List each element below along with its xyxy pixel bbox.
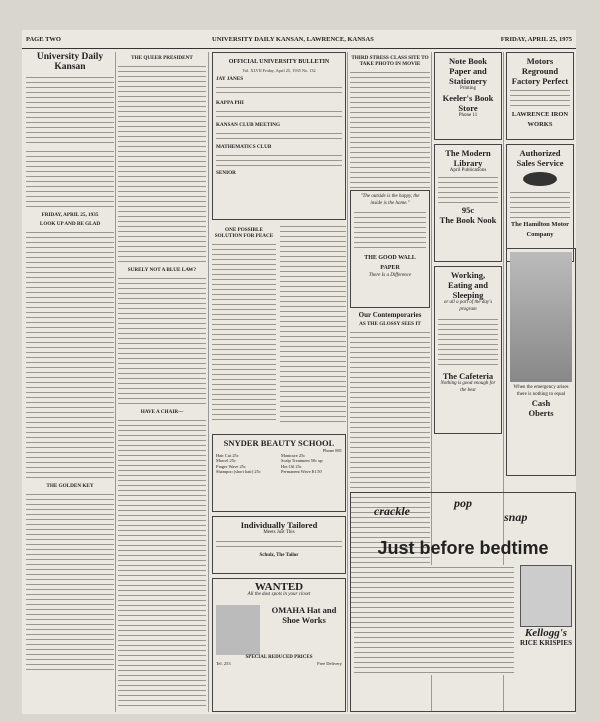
news-heading-1: THIRD STRESS CLASS SITE TO TAKE PHOTO IN MOVIE bbox=[351, 55, 429, 67]
schulz-sub: Meets Just This bbox=[263, 530, 295, 535]
library-name: The Book Nook bbox=[439, 214, 497, 225]
bulletin-item: MATHEMATICS CLUB bbox=[216, 144, 272, 151]
notebook-sub: Printing bbox=[459, 86, 477, 91]
wanted-delivery: Free Delivery bbox=[317, 661, 342, 666]
news-heading-3: AS THE GLOSSY SEES IT bbox=[359, 321, 421, 327]
newspaper-page bbox=[22, 30, 576, 714]
crackle-text: crackle bbox=[374, 504, 410, 518]
editorial-heading-4: SURELY NOT A BLUE LAW? bbox=[127, 267, 197, 273]
bulletin-issue: Vol. XLVII Friday, April 25, 1935 No. 132 bbox=[242, 68, 316, 73]
bulletin-item: KANSAN CLUB MEETING bbox=[216, 122, 280, 129]
notebook-ad bbox=[434, 52, 502, 140]
bulletin-item: KAPPA PHI bbox=[216, 100, 244, 107]
editorial-heading-5: HAVE A CHAIR— bbox=[140, 409, 184, 415]
ford-name: The Hamilton Motor Company bbox=[510, 221, 570, 238]
wallpaper-name: THE GOOD WALL PAPER bbox=[364, 255, 416, 271]
ford-title: Authorized Sales Service bbox=[516, 148, 564, 168]
price-item: Marcel 25c bbox=[216, 458, 236, 464]
wanted-sub: All the dust spots in your closet bbox=[247, 592, 311, 597]
tower-caption: When the emergency arises there is nothing to equal bbox=[513, 385, 569, 397]
library-sub: April Publications bbox=[449, 168, 487, 173]
masthead: University Daily Kansan bbox=[36, 52, 104, 72]
column-6 bbox=[506, 52, 574, 266]
column-3 bbox=[212, 52, 346, 714]
tower-cash: Cash bbox=[531, 398, 551, 408]
wanted-ad bbox=[212, 578, 346, 712]
ford-logo-icon bbox=[523, 172, 557, 186]
column-5 bbox=[434, 52, 502, 438]
library-price: 95c bbox=[461, 204, 475, 215]
working-sub: or all a part of the day's program bbox=[443, 300, 493, 312]
wallpaper-ad bbox=[350, 190, 430, 308]
library-title: The Modern Library bbox=[445, 148, 491, 168]
pop-text: pop bbox=[454, 496, 472, 510]
schulz-title: Individually Tailored bbox=[240, 520, 318, 530]
editorial-heading-1: LOOK UP AND BE GLAD bbox=[39, 221, 101, 227]
notebook-phone: Phone 11 bbox=[458, 112, 478, 118]
price-item: Finger Wave 25c bbox=[216, 463, 246, 469]
bulletin-title: OFFICIAL UNIVERSITY BULLETIN bbox=[228, 59, 330, 65]
price-item: Hair Cut 25c bbox=[216, 453, 239, 458]
price-item: Shampoo (short hair) 25c bbox=[216, 469, 261, 475]
cereal-box-icon bbox=[520, 565, 572, 627]
kelloggs-product: RICE KRISPIES bbox=[520, 639, 572, 647]
editorial-heading-6: ONE POSSIBLE SOLUTION FOR PEACE bbox=[214, 227, 274, 239]
price-item: Permanent Wave $1.50 bbox=[281, 469, 322, 475]
shoe-illustration bbox=[216, 605, 260, 655]
motors-name: LAWRENCE IRON WORKS bbox=[511, 111, 569, 128]
motors-ad bbox=[506, 52, 574, 140]
price-item: Hot Oil 25c bbox=[281, 463, 302, 469]
library-ad bbox=[434, 144, 502, 262]
wallpaper-tag: There Is a Difference bbox=[368, 273, 412, 278]
wanted-special: SPECIAL REDUCED PRICES bbox=[245, 654, 313, 660]
kelloggs-brand: Kellogg's bbox=[524, 627, 568, 639]
official-bulletin bbox=[212, 52, 346, 220]
snyder-title: SNYDER BEAUTY SCHOOL bbox=[223, 438, 335, 448]
price-item: Scalp Treatment 50c up bbox=[281, 458, 323, 464]
working-name: The Cafeteria bbox=[442, 371, 494, 381]
page-date: FRIDAY, APRIL 25, 1975 bbox=[500, 36, 572, 43]
column-1 bbox=[26, 52, 114, 672]
wanted-title: WANTED bbox=[254, 581, 304, 593]
notebook-name: Keeler's Book Store bbox=[442, 92, 494, 113]
column-2 bbox=[118, 52, 206, 708]
price-item: Manicure 25c bbox=[281, 453, 306, 458]
bulletin-item: JAY JANES bbox=[216, 76, 244, 83]
tower-illustration bbox=[510, 252, 572, 382]
snyder-ad bbox=[212, 434, 346, 512]
tower-name: Oberts bbox=[528, 408, 554, 418]
schulz-name: Schulz, The Tailor bbox=[259, 552, 299, 558]
wallpaper-quote: "The outside is the happy, the inside is the home." bbox=[360, 194, 420, 206]
snap-text: snap bbox=[504, 510, 528, 524]
working-ad bbox=[434, 266, 502, 434]
paper-title: UNIVERSITY DAILY KANSAN, LAWRENCE, KANSAS bbox=[212, 36, 374, 43]
notebook-title: Note Book Paper and Stationery bbox=[448, 56, 487, 86]
page-header bbox=[22, 30, 576, 49]
working-tag: Nothing is good enough for the best bbox=[440, 381, 496, 393]
schulz-ad bbox=[212, 516, 346, 574]
masthead-date: FRIDAY, APRIL 25, 1935 bbox=[41, 212, 99, 218]
working-title: Working, Eating and Sleeping bbox=[448, 270, 488, 300]
tower-ad bbox=[506, 248, 576, 476]
page-number: PAGE TWO bbox=[26, 36, 61, 43]
editorial-heading-2: THE GOLDEN KEY bbox=[46, 483, 94, 489]
motors-title: Motors Reground Factory Perfect bbox=[511, 56, 569, 86]
editorial-heading-3: THE QUEER PRESIDENT bbox=[131, 55, 193, 61]
wanted-firm: OMAHA Hat and Shoe Works bbox=[271, 604, 337, 625]
bulletin-item: SENIOR bbox=[216, 170, 236, 177]
kelloggs-headline: Just before bedtime bbox=[377, 538, 549, 558]
wanted-tel: Tel. 253 bbox=[216, 661, 231, 666]
ford-ad bbox=[506, 144, 574, 262]
snyder-phone: Phone 881 bbox=[322, 448, 342, 453]
kelloggs-ad bbox=[350, 492, 576, 712]
news-heading-2: Our Contemporaries bbox=[358, 311, 422, 319]
